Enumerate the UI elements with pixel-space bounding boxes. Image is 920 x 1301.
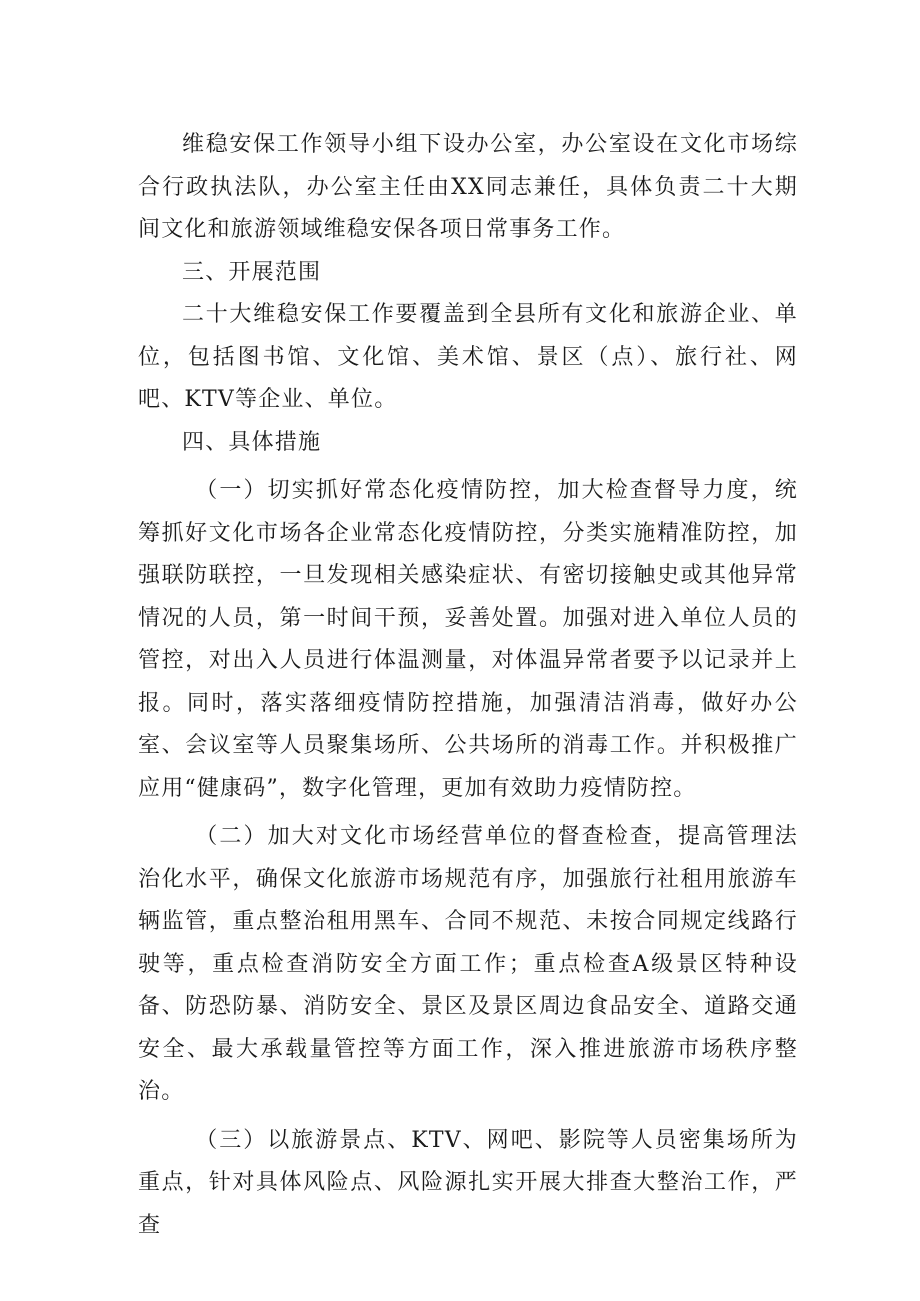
paragraph-measure-3: （三）以旅游景点、KTV、网吧、影院等人员密集场所为重点，针对具体风险点、风险源扎实开展大排查大整治工作，严查 xyxy=(138,1127,798,1238)
heading-scope: 三、开展范围 xyxy=(182,259,322,285)
document-page xyxy=(138,124,798,1247)
heading-measures: 四、具体措施 xyxy=(182,429,322,455)
paragraph-measure-1: （一）切实抓好常态化疫情防控，加大检查督导力度，统筹抓好文化市场各企业常态化疫情防控，分类实施精准防控，加强联防联控，一旦发现相关感染症状、有密切接触史或其他异常情况的人员，第一时间干预，妥善处置。加强对进入单位人员的管控，对出入人员进行体温测量，对体温异常者要予以记录并上报。同时，落实落细疫情防控措施，加强清洁消毒，做好办公室、会议室等人员聚集场所、公共场所的消毒工作。并积极推广应用“健康码”，数字化管理，更加有效助力疫情防控。 xyxy=(138,478,798,801)
paragraph-measure-2: （二）加大对文化市场经营单位的督查检查，提高管理法治化水平，确保文化旅游市场规范有序，加强旅行社租用旅游车辆监管，重点整治租用黑车、合同不规范、未按合同规定线路行驶等，重点检查消防安全方面工作；重点检查A级景区特种设备、防恐防暴、消防安全、景区及景区周边食品安全、道路交通安全、最大承载量管控等方面工作，深入推进旅游市场秩序整治。 xyxy=(138,824,798,1104)
paragraph-scope: 二十大维稳安保工作要覆盖到全县所有文化和旅游企业、单位，包括图书馆、文化馆、美术馆、景区（点）、旅行社、网吧、KTV等企业、单位。 xyxy=(138,302,798,412)
paragraph-office-setup: 维稳安保工作领导小组下设办公室，办公室设在文化市场综合行政执法队，办公室主任由XX同志兼任，具体负责二十大期间文化和旅游领域维稳安保各项日常事务工作。 xyxy=(138,132,798,242)
